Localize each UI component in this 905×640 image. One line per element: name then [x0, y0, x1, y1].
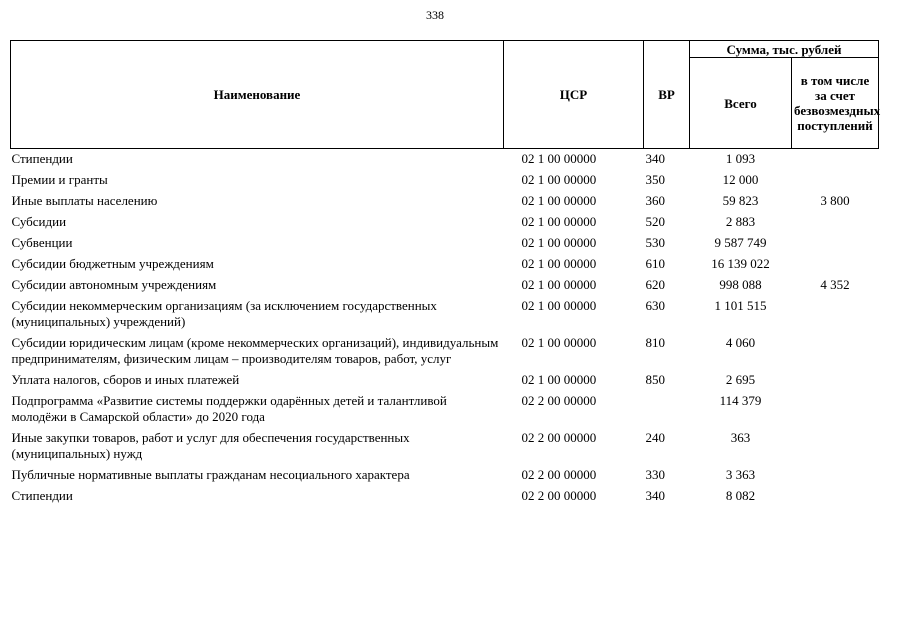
budget-table — [10, 40, 879, 507]
row-vr: 340 — [645, 151, 665, 166]
row-free — [792, 296, 879, 333]
row-name: Подпрограмма «Развитие системы поддержки одарённых детей и талантливой молодёжи в Самарской области» до 2020 года — [11, 393, 447, 424]
row-vr: 520 — [645, 214, 665, 229]
row-free — [792, 149, 879, 171]
row-free — [792, 170, 879, 191]
row-name: Иные закупки товаров, работ и услуг для обеспечения государственных (муниципальных) нужд — [11, 430, 410, 461]
row-csr: 02 2 00 00000 — [521, 430, 597, 445]
row-free: 4 352 — [820, 277, 850, 292]
row-name: Субсидии бюджетным учреждениям — [11, 256, 214, 271]
table-header — [11, 41, 879, 149]
row-vr: 530 — [645, 235, 665, 250]
row-name: Субсидии некоммерческим организациям (за исключением государственных (муниципальных) учреждений) — [11, 298, 437, 329]
row-total: 4 060 — [725, 335, 756, 350]
table-row — [11, 391, 879, 428]
row-csr: 02 1 00 00000 — [521, 151, 597, 166]
row-total: 12 000 — [722, 172, 759, 187]
row-total: 2 695 — [725, 372, 756, 387]
row-csr: 02 1 00 00000 — [521, 235, 597, 250]
row-name: Субвенции — [11, 235, 73, 250]
row-free — [792, 254, 879, 275]
row-csr: 02 1 00 00000 — [521, 256, 597, 271]
row-free: 3 800 — [820, 193, 850, 208]
page-number: 338 — [426, 8, 444, 22]
row-vr: 810 — [645, 335, 665, 350]
row-free — [792, 370, 879, 391]
row-total: 9 587 749 — [714, 235, 767, 250]
row-csr: 02 2 00 00000 — [521, 467, 597, 482]
row-name: Публичные нормативные выплаты гражданам несоциального характера — [11, 467, 410, 482]
row-csr: 02 1 00 00000 — [521, 172, 597, 187]
row-name: Субсидии автономным учреждениям — [11, 277, 217, 292]
table-row — [11, 486, 879, 507]
row-free — [792, 391, 879, 428]
table-row — [11, 296, 879, 333]
table-row — [11, 191, 879, 212]
row-total: 16 139 022 — [711, 256, 770, 271]
header-csr: ЦСР — [504, 41, 644, 149]
row-vr: 630 — [645, 298, 665, 313]
row-total: 8 082 — [725, 488, 756, 503]
header-name: Наименование — [11, 41, 504, 149]
row-vr: 360 — [645, 193, 665, 208]
row-vr: 850 — [645, 372, 665, 387]
row-csr: 02 1 00 00000 — [521, 193, 597, 208]
row-total: 998 088 — [719, 277, 762, 292]
row-total: 1 101 515 — [714, 298, 767, 313]
row-name: Стипендии — [11, 151, 73, 166]
row-name: Иные выплаты населению — [11, 193, 158, 208]
row-csr: 02 1 00 00000 — [521, 298, 597, 313]
row-vr: 350 — [645, 172, 665, 187]
row-csr: 02 1 00 00000 — [521, 277, 597, 292]
row-csr: 02 1 00 00000 — [521, 214, 597, 229]
row-csr: 02 2 00 00000 — [521, 488, 597, 503]
row-total: 59 823 — [722, 193, 759, 208]
header-free: в том числе за счет безвозмездных поступлений — [792, 58, 879, 149]
row-vr — [644, 391, 690, 428]
row-total: 114 379 — [719, 393, 762, 408]
row-vr: 610 — [645, 256, 665, 271]
header-sum-group: Сумма, тыс. рублей — [690, 41, 879, 58]
row-free — [792, 212, 879, 233]
table-row — [11, 428, 879, 465]
row-csr: 02 2 00 00000 — [521, 393, 597, 408]
header-vr: ВР — [644, 41, 690, 149]
row-csr: 02 1 00 00000 — [521, 372, 597, 387]
table-body — [11, 149, 879, 508]
table-row — [11, 254, 879, 275]
row-free — [792, 465, 879, 486]
row-csr: 02 1 00 00000 — [521, 335, 597, 350]
row-name: Субсидии юридическим лицам (кроме некоммерческих организаций), индивидуальным предпринимателям, физическим лицам – производителям товаров, работ, услуг — [11, 335, 499, 366]
row-total: 363 — [730, 430, 751, 445]
table-row — [11, 275, 879, 296]
row-free — [792, 428, 879, 465]
row-total: 3 363 — [725, 467, 756, 482]
table-row — [11, 465, 879, 486]
row-total: 1 093 — [725, 151, 756, 166]
table-row — [11, 149, 879, 171]
header-total: Всего — [690, 58, 792, 149]
row-name: Субсидии — [11, 214, 67, 229]
row-vr: 240 — [645, 430, 665, 445]
table-row — [11, 333, 879, 370]
row-free — [792, 233, 879, 254]
row-vr: 620 — [645, 277, 665, 292]
table-row — [11, 370, 879, 391]
row-name: Уплата налогов, сборов и иных платежей — [11, 372, 240, 387]
row-free — [792, 333, 879, 370]
row-name: Стипендии — [11, 488, 73, 503]
row-name: Премии и гранты — [11, 172, 108, 187]
row-free — [792, 486, 879, 507]
table-row — [11, 212, 879, 233]
table-row — [11, 170, 879, 191]
row-total: 2 883 — [725, 214, 756, 229]
row-vr: 330 — [645, 467, 665, 482]
row-vr: 340 — [645, 488, 665, 503]
table-row — [11, 233, 879, 254]
